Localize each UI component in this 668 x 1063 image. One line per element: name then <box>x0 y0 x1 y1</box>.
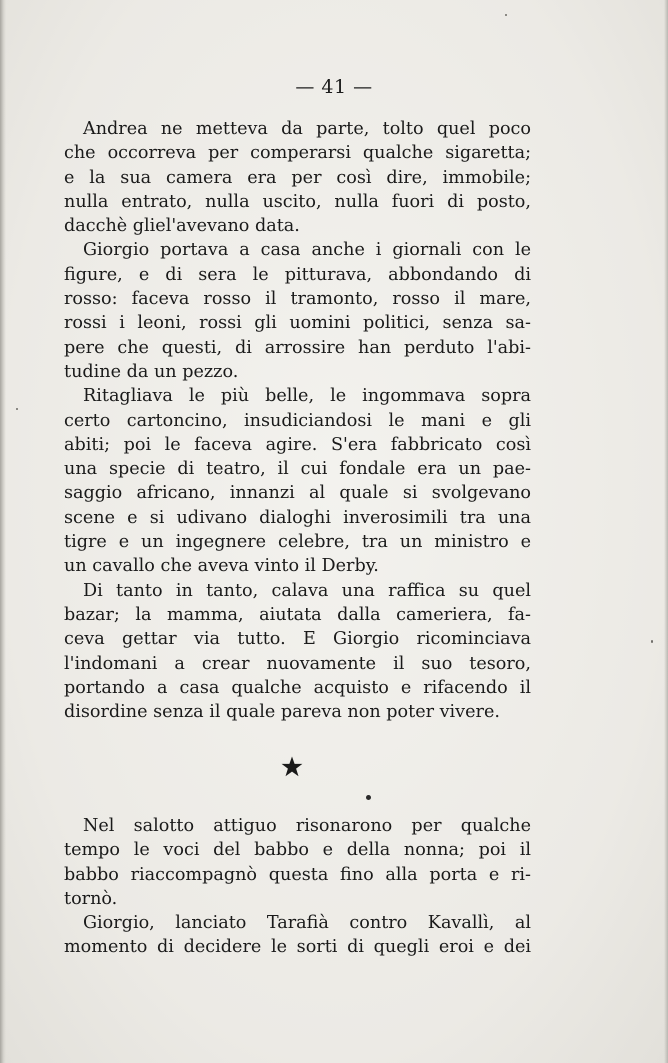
text-line: disordine senza il quale pareva non poter vivere. <box>64 702 500 723</box>
star-ornament-icon <box>280 755 304 779</box>
paragraph <box>64 238 531 384</box>
text-line: figure, e di sera le pitturava, abbondando di <box>64 264 531 285</box>
paragraph <box>64 579 531 725</box>
text-line: tudine da un pezzo. <box>64 361 239 382</box>
text-line: Ritagliava le più belle, le ingommava sopra <box>83 386 531 407</box>
text-line: l'indomani a crear nuovamente il suo tesoro, <box>64 653 531 674</box>
text-line: una specie di teatro, il cui fondale era un pae- <box>64 459 531 480</box>
text-line: rossi i leoni, rossi gli uomini politici, senza sa- <box>64 313 531 334</box>
text-line: tornò. <box>64 888 118 909</box>
text-line: saggio africano, innanzi al quale si svolgevano <box>64 483 531 504</box>
continuation-text-section <box>64 814 531 960</box>
text-line: tempo le voci del babbo e della nonna; poi il <box>64 840 531 861</box>
text-line: certo cartoncino, insudiciandosi le mani e gli <box>64 410 531 431</box>
text-line: ceva gettar via tutto. E Giorgio ricominciava <box>64 629 531 650</box>
text-line: che occorreva per comperarsi qualche sigaretta; <box>64 143 531 164</box>
paragraph <box>64 814 531 911</box>
paragraph <box>64 384 531 578</box>
text-line: nulla entrato, nulla uscito, nulla fuori di posto, <box>64 191 531 212</box>
text-line: babbo riaccompagnò questa fino alla porta e ri- <box>64 864 531 885</box>
paragraph <box>64 117 531 238</box>
text-line: Nel salotto attiguo risonarono per qualche <box>83 816 531 836</box>
text-line: Giorgio portava a casa anche i giornali con le <box>83 240 531 261</box>
text-line: pere che questi, di arrossire han perduto l'abi- <box>64 337 531 358</box>
main-text-section <box>64 117 531 724</box>
text-line: Di tanto in tanto, calava una raffica su quel <box>83 580 531 601</box>
text-line: un cavallo che aveva vinto il Derby. <box>64 556 379 577</box>
text-line: rosso: faceva rosso il tramonto, rosso il mare, <box>64 289 531 310</box>
paper-speck <box>16 408 18 410</box>
page-left-edge-shadow <box>0 0 6 1063</box>
text-line: Andrea ne metteva da parte, tolto quel poco <box>83 119 531 139</box>
text-line: dacchè gliel'avevano data. <box>64 216 300 237</box>
paragraph <box>64 911 531 960</box>
text-line: scene e si udivano dialoghi inverosimili tra una <box>64 507 531 528</box>
text-line: portando a casa qualche acquisto e rifacendo il <box>64 677 531 698</box>
page-right-edge-shadow <box>664 0 668 1063</box>
text-line: tigre e un ingegnere celebre, tra un ministro e <box>64 532 531 553</box>
text-line: momento di decidere le sorti di quegli eroi e dei <box>64 937 531 958</box>
ink-dot <box>366 795 371 800</box>
text-line: abiti; poi le faceva agire. S'era fabbricato così <box>64 434 531 455</box>
paper-speck <box>505 14 507 16</box>
text-line: e la sua camera era per così dire, immobile; <box>64 167 531 188</box>
text-line: Giorgio, lanciato Tarafià contro Kavallì, al <box>83 913 531 934</box>
page-number: — 41 — <box>295 76 373 98</box>
paper-speck <box>651 640 653 643</box>
text-line: bazar; la mamma, aiutata dalla cameriera, fa- <box>64 604 531 625</box>
